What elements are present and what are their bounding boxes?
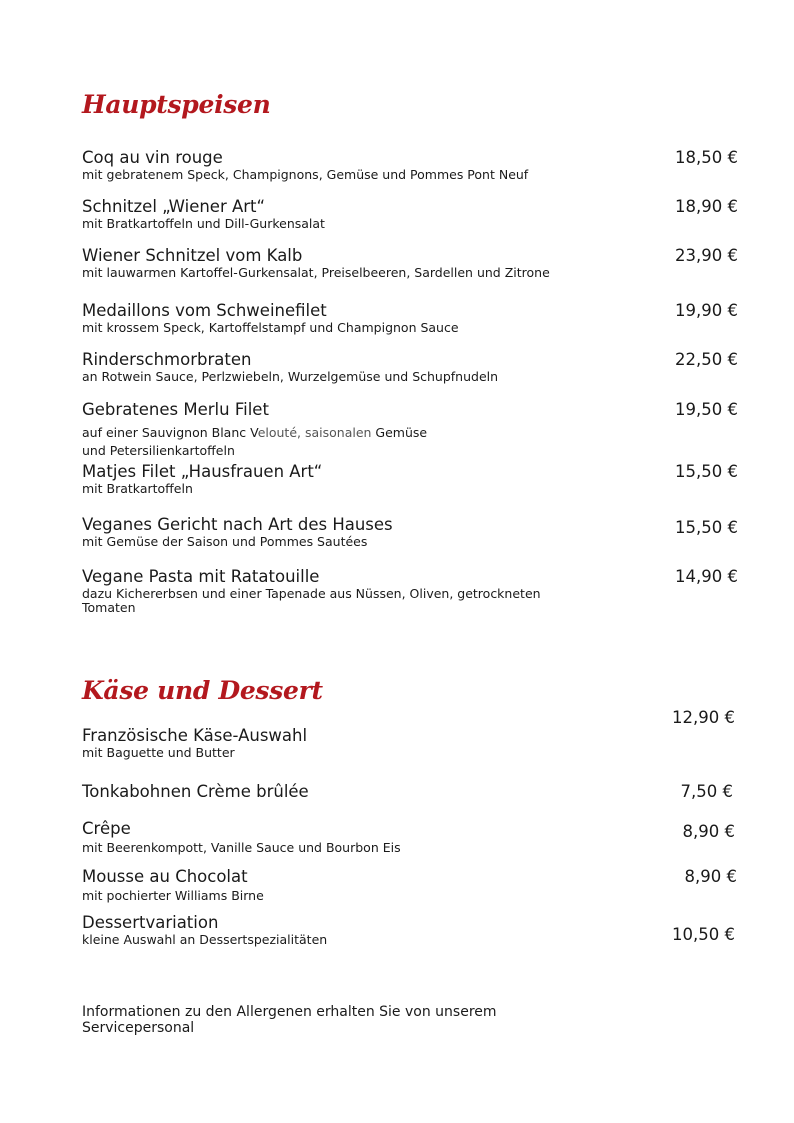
dish-price: 7,50 €	[680, 782, 733, 801]
dish-description: kleine Auswahl an Dessertspezialitäten	[82, 932, 328, 947]
menu-item-wiener-schnitzel-kalb	[82, 246, 602, 280]
dish-name: Coq au vin rouge	[82, 148, 223, 167]
dish-price: 19,90 €	[675, 301, 738, 320]
menu-item-coq-au-vin	[82, 148, 528, 182]
dish-name: Veganes Gericht nach Art des Hauses	[82, 515, 393, 534]
dish-description: mit Gemüse der Saison und Pommes Sautées	[82, 534, 368, 549]
dish-price: 15,50 €	[675, 462, 738, 481]
dish-price: 15,50 €	[675, 518, 738, 537]
menu-item-merlu-filet	[82, 400, 427, 460]
menu-item-crepe	[82, 819, 401, 855]
dish-price: 18,50 €	[675, 148, 738, 167]
dish-description: mit gebratenem Speck, Champignons, Gemüse und Pommes Pont Neuf	[82, 167, 529, 182]
dish-price: 18,90 €	[675, 197, 738, 216]
dish-description: mit krossem Speck, Kartoffelstampf und Champignon Sauce	[82, 320, 459, 335]
dish-description: mit Bratkartoffeln	[82, 481, 193, 496]
menu-item-dessertvariation	[82, 913, 327, 947]
allergen-note: Informationen zu den Allergenen erhalten Sie von unserem Servicepersonal	[82, 1004, 497, 1036]
dish-name: Rinderschmorbraten	[82, 350, 252, 369]
dish-name: Dessertvariation	[82, 913, 219, 932]
dish-price: 19,50 €	[675, 400, 738, 419]
section-title-hauptspeisen: Hauptspeisen	[82, 90, 271, 119]
dish-description: mit lauwarmen Kartoffel-Gurkensalat, Preiselbeeren, Sardellen und Zitrone	[82, 265, 550, 280]
dish-price: 22,50 €	[675, 350, 738, 369]
menu-item-kaese-auswahl	[82, 726, 307, 760]
dish-price: 14,90 €	[675, 567, 738, 586]
section-title-kaese-dessert: Käse und Dessert	[82, 676, 323, 705]
dish-description: mit pochierter Williams Birne	[82, 888, 264, 903]
menu-item-veganes-gericht	[82, 515, 393, 549]
dish-price: 8,90 €	[684, 867, 737, 886]
dish-name: Gebratenes Merlu Filet	[82, 400, 269, 419]
menu-item-matjes-filet	[82, 462, 322, 496]
dish-description: mit Baguette und Butter	[82, 745, 235, 760]
dish-description: auf einer Sauvignon Blanc Velouté, saisonalen Gemüse und Petersilienkartoffeln	[82, 425, 428, 458]
dish-price: 8,90 €	[682, 822, 735, 841]
menu-item-schnitzel-wiener-art	[82, 197, 325, 231]
menu-item-vegane-pasta	[82, 567, 542, 615]
menu-item-medaillons	[82, 301, 459, 335]
dish-name: Schnitzel „Wiener Art“	[82, 197, 266, 216]
dish-name: Crêpe	[82, 819, 131, 838]
dish-name: Vegane Pasta mit Ratatouille	[82, 567, 320, 586]
dish-description: mit Bratkartoffeln und Dill-Gurkensalat	[82, 216, 325, 231]
dish-name: Mousse au Chocolat	[82, 867, 248, 886]
dish-name: Wiener Schnitzel vom Kalb	[82, 246, 303, 265]
dish-name: Tonkabohnen Crème brûlée	[82, 782, 309, 801]
menu-item-creme-brulee	[82, 782, 309, 802]
menu-item-rinderschmorbraten	[82, 350, 498, 384]
dish-price: 23,90 €	[675, 246, 738, 265]
dish-name: Matjes Filet „Hausfrauen Art“	[82, 462, 323, 481]
dish-name: Französische Käse-Auswahl	[82, 726, 308, 745]
dish-price: 10,50 €	[672, 925, 735, 944]
dish-description: an Rotwein Sauce, Perlzwiebeln, Wurzelgemüse und Schupfnudeln	[82, 369, 499, 384]
dish-description: mit Beerenkompott, Vanille Sauce und Bourbon Eis	[82, 840, 401, 855]
dish-name: Medaillons vom Schweinefilet	[82, 301, 327, 320]
menu-item-mousse	[82, 867, 264, 903]
dish-price: 12,90 €	[672, 708, 735, 727]
dish-description: dazu Kichererbsen und einer Tapenade aus Nüssen, Oliven, getrockneten Tomaten	[82, 586, 541, 615]
